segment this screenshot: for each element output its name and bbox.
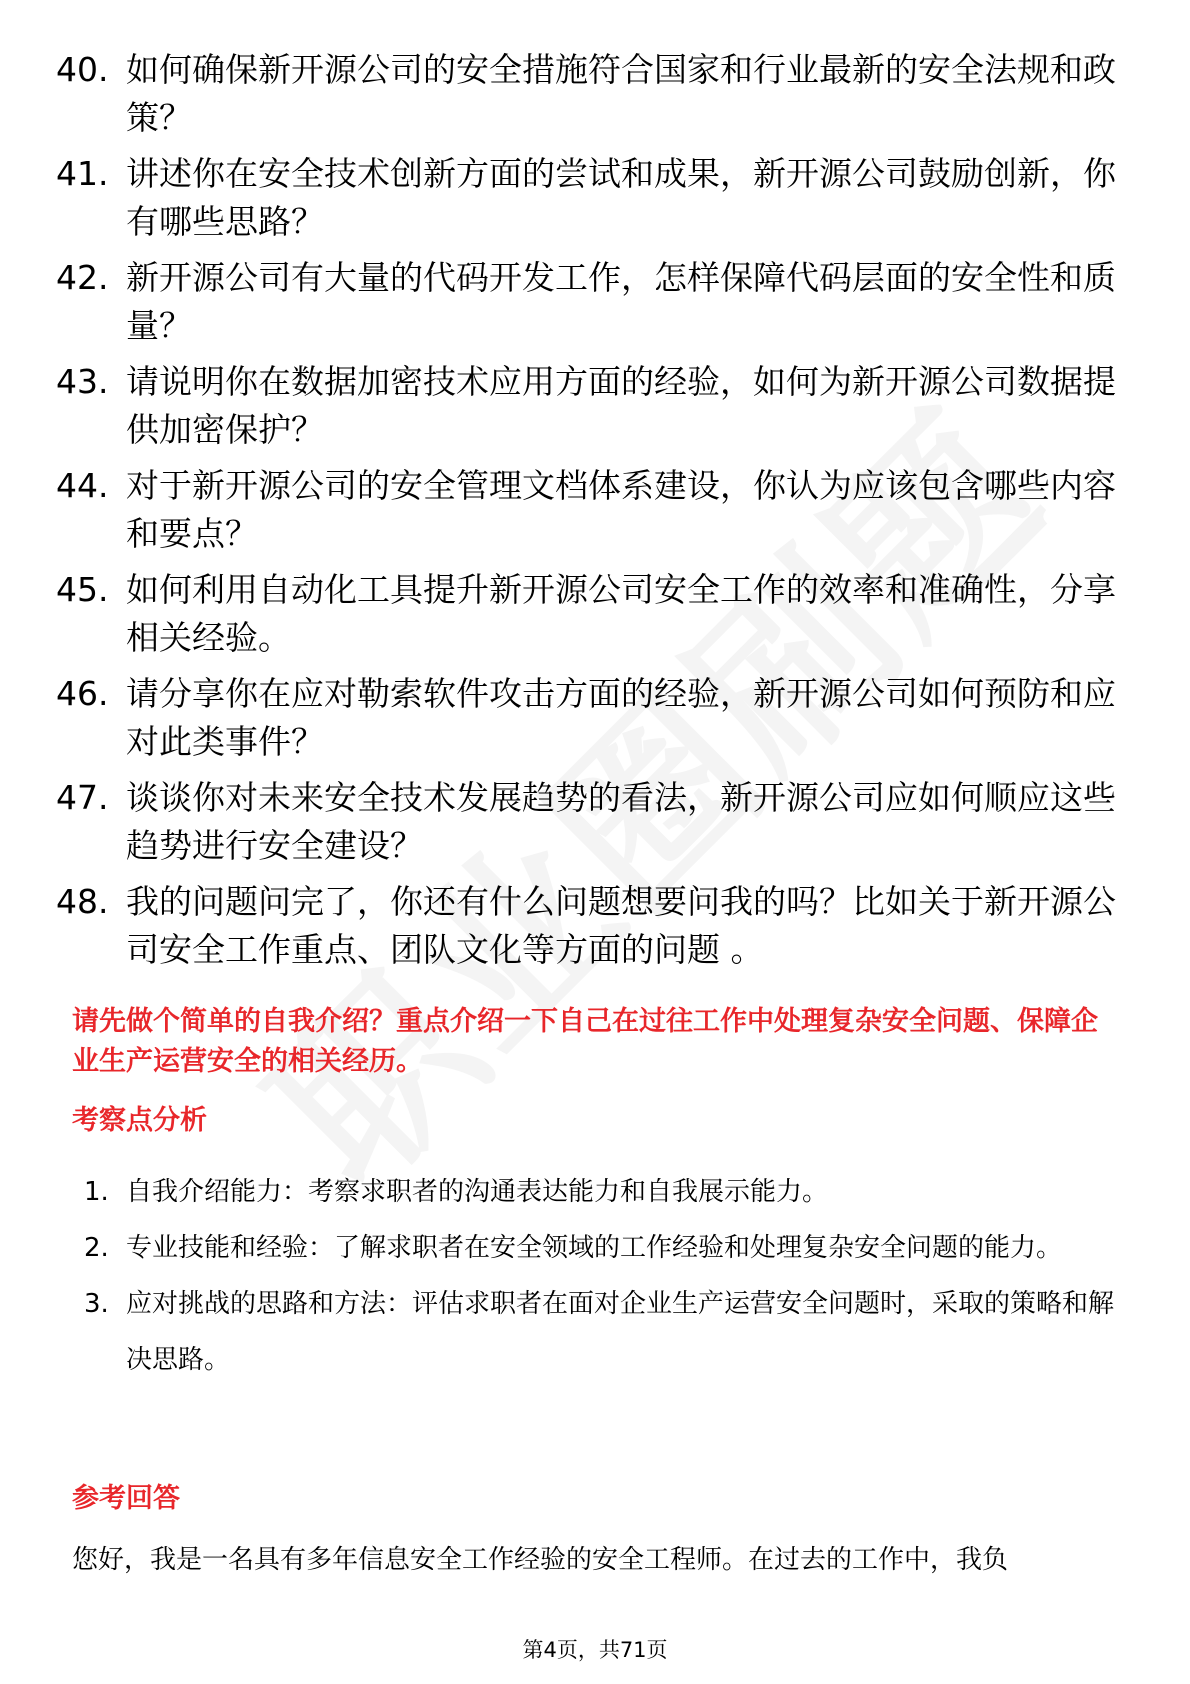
- answer-paragraph: 您好，我是一名具有多年信息安全工作经验的安全工程师。在过去的工作中，我负: [72, 1545, 1009, 1575]
- answer-heading: 参考回答: [72, 1483, 180, 1514]
- question-list: [56, 46, 1136, 982]
- question-number: 43.: [56, 362, 109, 401]
- analysis-text: 自我介绍能力：考察求职者的沟通表达能力和自我展示能力。: [126, 1177, 829, 1207]
- list-item: [56, 46, 1136, 142]
- page-number: 第4页，共71页: [522, 1638, 668, 1662]
- list-item: [56, 878, 1136, 974]
- question-text: 如何确保新开源公司的安全措施符合国家和行业最新的安全法规和政策？: [126, 50, 1116, 137]
- question-number: 40.: [56, 50, 109, 89]
- question-text: 对于新开源公司的安全管理文档体系建设，你认为应该包含哪些内容和要点？: [126, 466, 1116, 553]
- analysis-text: 专业技能和经验：了解求职者在安全领域的工作经验和处理复杂安全问题的能力。: [126, 1233, 1063, 1263]
- list-item: [56, 462, 1136, 558]
- analysis-number: 3.: [84, 1289, 109, 1319]
- featured-question: 请先做个简单的自我介绍？重点介绍一下自己在过往工作中处理复杂安全问题、保障企业生产运营安全的相关经历。: [72, 1006, 1098, 1077]
- analysis-number: 2.: [84, 1233, 109, 1263]
- question-number: 44.: [56, 466, 109, 505]
- list-item: [84, 1276, 1124, 1388]
- list-item: [56, 358, 1136, 454]
- list-item: [84, 1220, 1124, 1276]
- analysis-list: [84, 1164, 1124, 1388]
- list-item: [56, 670, 1136, 766]
- analysis-text: 应对挑战的思路和方法：评估求职者在面对企业生产运营安全问题时，采取的策略和解决思路。: [126, 1289, 1115, 1375]
- question-text: 请分享你在应对勒索软件攻击方面的经验，新开源公司如何预防和应对此类事件？: [126, 674, 1116, 761]
- question-text: 谈谈你对未来安全技术发展趋势的看法，新开源公司应如何顺应这些趋势进行安全建设？: [126, 778, 1116, 865]
- question-number: 41.: [56, 154, 109, 193]
- question-text: 新开源公司有大量的代码开发工作，怎样保障代码层面的安全性和质量？: [126, 258, 1116, 345]
- question-number: 46.: [56, 674, 109, 713]
- question-text: 我的问题问完了，你还有什么问题想要问我的吗？比如关于新开源公司安全工作重点、团队文化等方面的问题 。: [126, 882, 1116, 969]
- question-number: 48.: [56, 882, 109, 921]
- question-text: 讲述你在安全技术创新方面的尝试和成果，新开源公司鼓励创新，你有哪些思路？: [126, 154, 1116, 241]
- list-item: [56, 254, 1136, 350]
- question-text: 请说明你在数据加密技术应用方面的经验，如何为新开源公司数据提供加密保护？: [126, 362, 1116, 449]
- question-number: 45.: [56, 570, 109, 609]
- analysis-heading: 考察点分析: [72, 1105, 207, 1136]
- list-item: [56, 566, 1136, 662]
- list-item: [84, 1164, 1124, 1220]
- question-text: 如何利用自动化工具提升新开源公司安全工作的效率和准确性，分享相关经验。: [126, 570, 1116, 657]
- question-number: 42.: [56, 258, 109, 297]
- question-number: 47.: [56, 778, 109, 817]
- list-item: [56, 150, 1136, 246]
- analysis-number: 1.: [84, 1177, 109, 1207]
- list-item: [56, 774, 1136, 870]
